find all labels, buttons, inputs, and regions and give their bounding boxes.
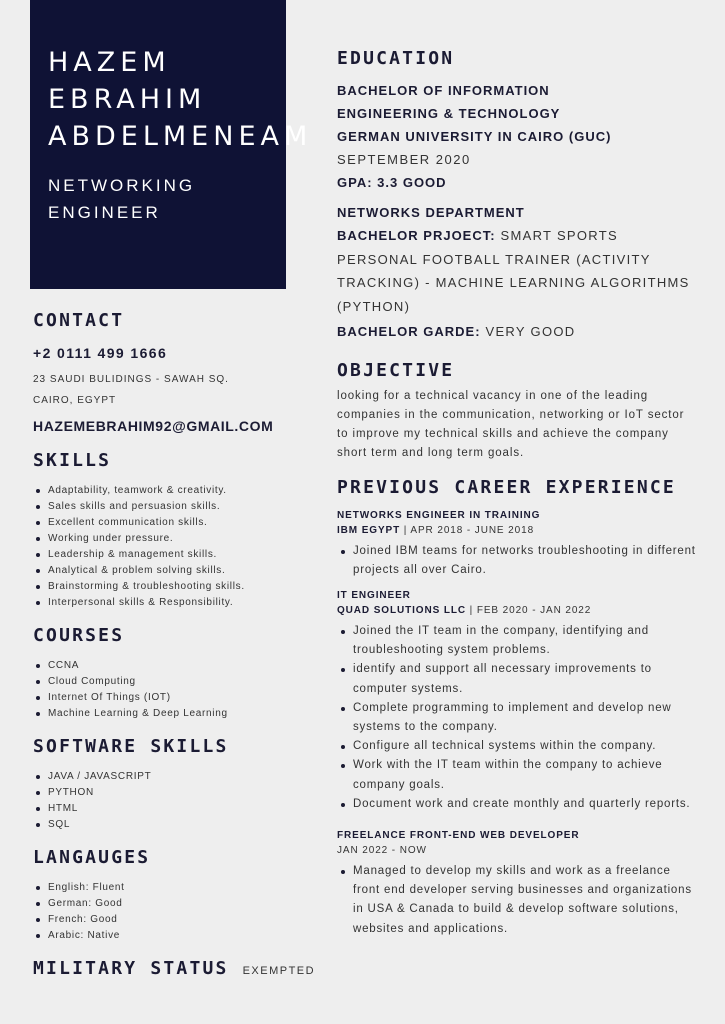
left-column [33, 310, 316, 979]
list-item: Interpersonal skills & Responsibility. [33, 595, 298, 611]
job-company: IBM EGYPT [337, 524, 401, 536]
address-line-2: CAIRO, EGYPT [33, 395, 117, 406]
list-item: Internet Of Things (IOT) [33, 690, 298, 706]
job-title: FREELANCE FRONT-END WEB DEVELOPER [337, 829, 580, 841]
name-line-3: ABDELMENEAM [48, 121, 313, 152]
degree-line-3: GERMAN UNIVERSITY IN CAIRO (GUC) [337, 129, 612, 144]
job-entry [337, 508, 697, 580]
list-item: SQL [33, 817, 298, 833]
job-role [48, 172, 268, 226]
job-entry [337, 588, 697, 814]
project-label: BACHELOR PRJOECT: [337, 228, 496, 243]
name-header [30, 0, 313, 289]
list-item: JAVA / JAVASCRIPT [33, 769, 298, 785]
job-meta [337, 603, 697, 618]
name-line-1: HAZEM [48, 47, 171, 78]
job-duties [337, 622, 697, 814]
objective-text: looking for a technical vacancy in one of the leading companies in the communication, networking or IoT sector to improve my technical skills and achieve the company short term and long term goals. [337, 389, 685, 459]
job-meta [337, 523, 697, 538]
name-line-2: EBRAHIM [48, 84, 207, 115]
job-company: QUAD SOLUTIONS LLC [337, 604, 466, 616]
skills-title: SKILLS [33, 450, 112, 471]
degree-line-2: ENGINEERING & TECHNOLOGY [337, 106, 561, 121]
list-item: Document work and create monthly and quarterly reports. [337, 795, 697, 814]
address [33, 369, 298, 411]
list-item: identify and support all necessary improvements to computer systems. [337, 660, 697, 698]
list-item: Configure all technical systems within the company. [337, 737, 697, 756]
education-degree [337, 79, 697, 148]
job-dates: JAN 2022 - NOW [337, 844, 427, 856]
email-address: HAZEMEBRAHIM92@GMAIL.COM [33, 418, 274, 434]
experience-title: PREVIOUS CAREER EXPERIENCE [337, 476, 676, 498]
list-item: Complete programming to implement and develop new systems to the company. [337, 699, 697, 737]
job-title: NETWORKS ENGINEER IN TRAINING [337, 509, 541, 521]
education-title: EDUCATION [337, 48, 455, 69]
list-item: German: Good [33, 896, 298, 912]
job-title: IT ENGINEER [337, 589, 411, 601]
list-item: Arabic: Native [33, 928, 298, 944]
military-status-value: EXEMPTED [242, 965, 316, 977]
role-line-2: ENGINEER [48, 203, 161, 222]
graduation-date: SEPTEMBER 2020 [337, 152, 471, 167]
job-dates: | APR 2018 - JUNE 2018 [403, 524, 535, 536]
list-item: Machine Learning & Deep Learning [33, 706, 298, 722]
skills-list [33, 483, 298, 611]
list-item: Joined IBM teams for networks troubleshooting in different projects all over Cairo. [337, 542, 697, 580]
languages-list [33, 880, 298, 944]
grade-label: BACHELOR GARDE: [337, 324, 481, 339]
department: NETWORKS DEPARTMENT [337, 205, 525, 220]
list-item: HTML [33, 801, 298, 817]
list-item: Cloud Computing [33, 674, 298, 690]
grade-value: VERY GOOD [485, 324, 576, 339]
list-item: Leadership & management skills. [33, 547, 298, 563]
list-item: Managed to develop my skills and work as a freelance front end developer serving businesses and organizations in USA & Canada to build & develop software solutions, websites and applications. [337, 862, 697, 939]
military-status [33, 958, 316, 979]
list-item: PYTHON [33, 785, 298, 801]
courses-list [33, 658, 298, 722]
list-item: French: Good [33, 912, 298, 928]
list-item: Analytical & problem solving skills. [33, 563, 298, 579]
list-item: Working under pressure. [33, 531, 298, 547]
phone-number: +2 0111 499 1666 [33, 345, 168, 361]
military-status-title: MILITARY STATUS [33, 958, 229, 979]
list-item: English: Fluent [33, 880, 298, 896]
bachelor-grade [337, 320, 697, 344]
list-item: Excellent communication skills. [33, 515, 298, 531]
job-duties [337, 862, 697, 939]
list-item: Sales skills and persuasion skills. [33, 499, 298, 515]
objective-title: OBJECTIVE [337, 359, 455, 381]
role-line-1: NETWORKING [48, 176, 196, 195]
list-item: Brainstorming & troubleshooting skills. [33, 579, 298, 595]
list-item: Adaptability, teamwork & creativity. [33, 483, 298, 499]
project-value: SMART SPORTS PERSONAL FOOTBALL TRAINER (ACTIVITY TRACKING) - MACHINE LEARNING ALGORITHMS (PYTHON) [337, 228, 690, 314]
languages-title: LANGAUGES [33, 847, 151, 868]
job-entry [337, 828, 697, 939]
bachelor-project [337, 224, 697, 318]
software-skills-list [33, 769, 298, 833]
degree-line-1: BACHELOR OF INFORMATION [337, 83, 550, 98]
list-item: Joined the IT team in the company, identifying and troubleshooting system problems. [337, 622, 697, 660]
list-item: CCNA [33, 658, 298, 674]
gpa: GPA: 3.3 GOOD [337, 175, 447, 190]
job-duties [337, 542, 697, 580]
right-column [337, 48, 697, 939]
list-item: Work with the IT team within the company to achieve company goals. [337, 756, 697, 794]
job-dates: | FEB 2020 - JAN 2022 [469, 604, 592, 616]
software-skills-title: SOFTWARE SKILLS [33, 736, 229, 757]
courses-title: COURSES [33, 625, 125, 646]
contact-title: CONTACT [33, 310, 125, 331]
address-line-1: 23 SAUDI BULIDINGS - SAWAH SQ. [33, 374, 229, 385]
